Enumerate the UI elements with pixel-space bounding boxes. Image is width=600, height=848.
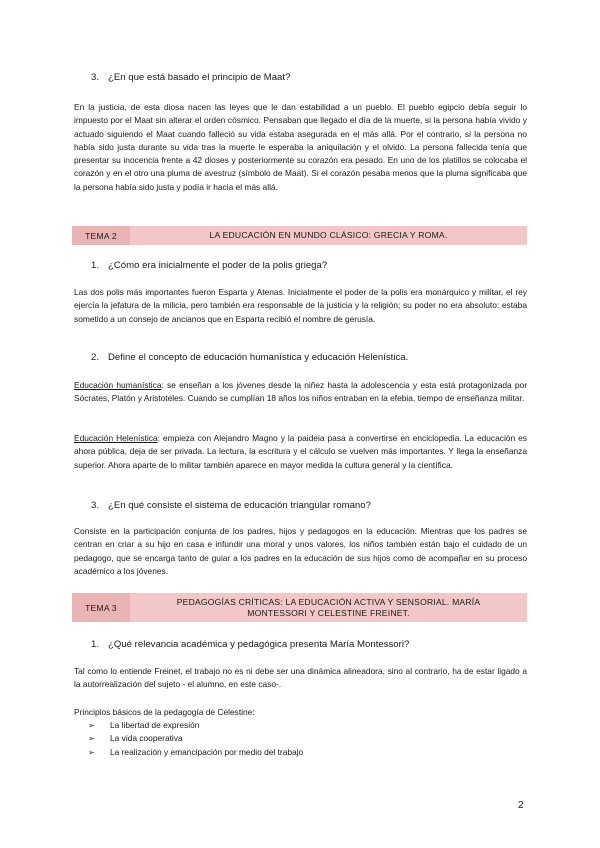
question-number: 1. — [91, 639, 100, 650]
section-title: LA EDUCACIÓN EN MUNDO CLÁSICO: GRECIA Y ROMA. — [209, 230, 448, 240]
term-humanistica: Educación humanística — [74, 380, 162, 390]
question-number: 2. — [91, 352, 100, 363]
question-triangular — [91, 500, 371, 512]
paragraph-maat: En la justicia, de esta diosa nacen las leyes que le dan estabilidad a un pueblo. El pueblo egipcio debía seguir lo impuesto por el Maat sin alterar el orden cósmico. Pensaban que llegado el día de la muerte, si la persona había vivido y actuado siguiendo el Maat cuando falleció su vida estaba asegurada en el más allá. Por el contrario, si la persona no había sido justa durante su vida tras la muerte le esperaba la aniquilación y el olvido. La persona fallecida tenía que presentar su inocencia frente a 42 dioses y posteriormente su corazón era pesado. En uno de los platillos se colocaba el corazón y en el otro una pluma de avestruz (símbolo de Maat). Si el corazón pesaba menos que la pluma significaba que la persona había sido justa y podía ir hacia el más allá. — [74, 102, 527, 192]
arrowhead-bullet-icon: ➢ — [88, 747, 95, 757]
section-number: TEMA 2 — [72, 226, 130, 245]
section-title: PEDAGOGÍAS CRÍTICAS: LA EDUCACIÓN ACTIVA Y SENSORIAL. MARÍA MONTESSORI Y CELESTINE FREINET. — [176, 596, 481, 618]
question-text: ¿En qué consiste el sistema de educación triangular romano? — [108, 500, 371, 511]
paragraph-polis: Las dos polis más importantes fueron Esparta y Atenas. Inicialmente el poder de la polis era monárquico y militar, el rey ejercía la jefatura de la milicia, pero también era responsable de la justicia y la religión; su poder no era absoluto: estaba sometido a un consejo de ancianos que en Esparta recibió el nombre de gerusía. — [74, 287, 527, 324]
list-item — [74, 746, 303, 759]
question-number: 3. — [91, 500, 100, 511]
list-intro: Principios básicos de la pedagogía de Celestine: — [74, 707, 255, 717]
section-header-tema3 — [72, 593, 527, 622]
list-item-text: La libertad de expresión — [110, 720, 200, 731]
arrowhead-bullet-icon: ➢ — [88, 721, 95, 731]
question-text: ¿En que está basado el principio de Maat? — [108, 72, 291, 83]
section-header-tema2 — [72, 226, 527, 245]
list-item — [74, 719, 303, 732]
section-number: TEMA 3 — [72, 593, 130, 622]
list-item — [74, 732, 303, 745]
paragraph-triangular: Consiste en la participación conjunta de los padres, hijos y pedagogos en la educación. Mientras que los padres se centran en criar a su hijo en casa e infundir una moral y unos valores, los niños también están bajo el cuidado de un pedagogo, que se encarga tanto de guiar a los padres en la educación de sus hijos como de acompañar en su proceso académico a los jóvenes. — [74, 526, 527, 576]
question-polis — [91, 260, 327, 272]
question-number: 3. — [91, 72, 100, 83]
question-concepto — [91, 352, 408, 364]
question-montessori — [91, 639, 409, 651]
term-helenistica: Educación Helenística — [74, 433, 158, 443]
list-item-text: La vida cooperativa — [110, 733, 183, 744]
paragraph-humanistica — [74, 379, 527, 406]
arrowhead-bullet-icon: ➢ — [88, 734, 95, 744]
question-text: ¿Cómo era inicialmente el poder de la polis griega? — [108, 260, 328, 271]
page-number: 2 — [518, 800, 524, 811]
paragraph-freinet: Tal como lo entiende Freinet, el trabajo no es ni debe ser una dinámica alineadora, sino al contrario, ha de estar ligado a la autorrealización del sujeto - el alumno, en este caso-. — [74, 666, 527, 690]
principios-list — [74, 706, 303, 759]
paragraph-helenistica — [74, 432, 527, 472]
definition-text: : se enseñan a los jóvenes desde la niñez hasta la adolescencia y esta está protagonizada por Sócrates, Platón y Aristoteles. Cuando se cumplían 18 años los niños entraban en la efebia, tiempo de enseñanza militar. — [74, 380, 527, 404]
list-item-text: La realización y emancipación por medio del trabajo — [110, 746, 304, 757]
question-number: 1. — [91, 260, 100, 271]
question-maat — [91, 72, 290, 84]
question-text: ¿Qué relevancia académica y pedagógica presenta María Montessori? — [108, 639, 410, 650]
question-text: Define el concepto de educación humanística y educación Helenística. — [108, 352, 409, 363]
definition-text: : empieza con Alejandro Magno y la paideia pasa a convertirse en enciclopedia. La educación es ahora pública, deja de ser privada. La lectura, la escritura y el cálculo se vuelven más importantes. Y llega la enseñanza superior. Ahora aparte de lo militar también aparece en mayor medida la cultura general y la científica. — [74, 433, 527, 470]
